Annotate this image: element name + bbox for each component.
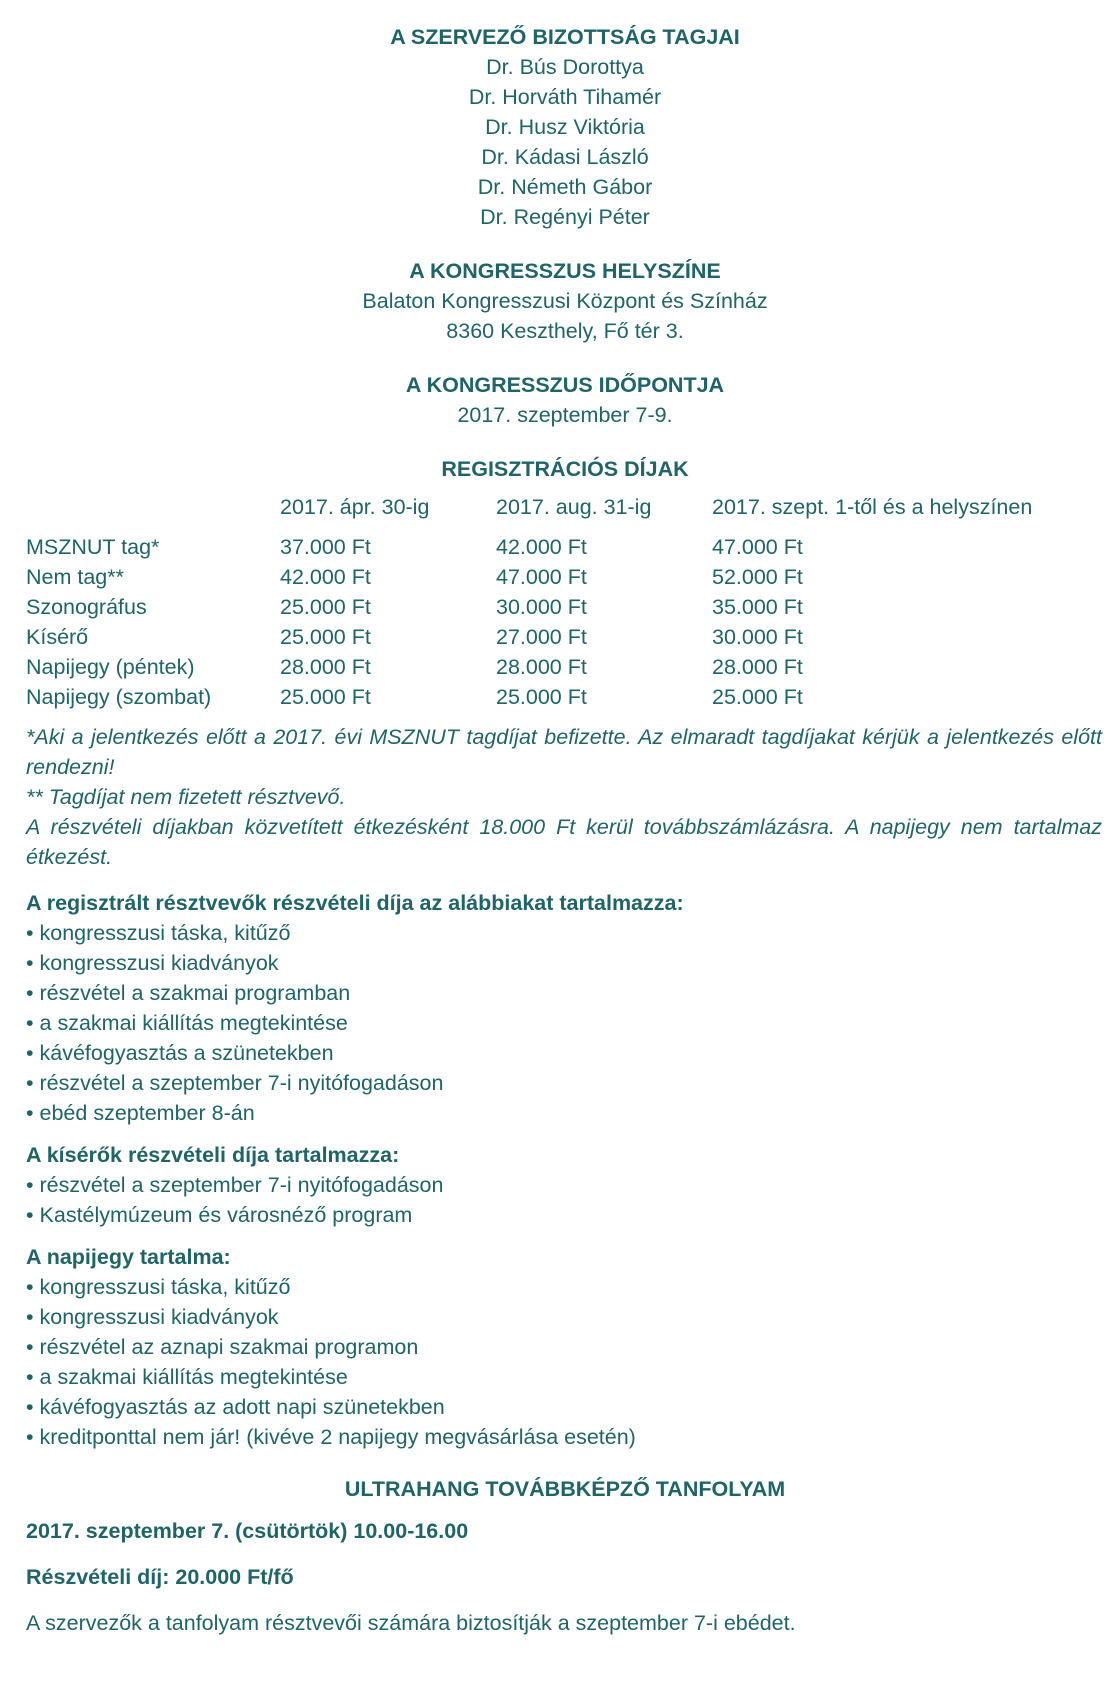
fees-value: 25.000 Ft bbox=[712, 685, 803, 709]
fees-value: 25.000 Ft bbox=[280, 595, 371, 619]
fees-category: Kísérő bbox=[26, 625, 89, 649]
course-date: 2017. szeptember 7. (csütörtök) 10.00-16.00 bbox=[26, 1519, 469, 1543]
venue-name: Balaton Kongresszusi Központ és Színház bbox=[362, 289, 768, 313]
note-meals: A részvételi díjakban közvetített étkezésként 18.000 Ft kerül továbbszámlázásra. A napijegy nem tartalmaz étkezést. bbox=[26, 815, 1102, 869]
course-note: A szervezők a tanfolyam résztvevői számára biztosítják a szeptember 7-i ebédet. bbox=[26, 1611, 796, 1635]
fees-value: 35.000 Ft bbox=[712, 595, 803, 619]
committee-member: Dr. Husz Viktória bbox=[485, 115, 645, 139]
venue-section bbox=[26, 256, 1104, 346]
fees-value: 47.000 Ft bbox=[496, 565, 587, 589]
fees-row bbox=[26, 562, 1086, 592]
date-section bbox=[26, 370, 1104, 430]
list-item: • a szakmai kiállítás megtekintése bbox=[26, 1362, 1104, 1392]
fees-category: Napijegy (szombat) bbox=[26, 685, 212, 709]
list-item: • kreditponttal nem jár! (kivéve 2 napijegy megvásárlása esetén) bbox=[26, 1422, 1104, 1452]
list-item: • kongresszusi táska, kitűző bbox=[26, 1272, 1104, 1302]
fees-title: REGISZTRÁCIÓS DÍJAK bbox=[441, 457, 689, 481]
fees-category: Szonográfus bbox=[26, 595, 147, 619]
fees-value: 28.000 Ft bbox=[712, 655, 803, 679]
list-item: • részvétel az aznapi szakmai programon bbox=[26, 1332, 1104, 1362]
fees-table bbox=[26, 492, 1086, 712]
list-item: • kongresszusi kiadványok bbox=[26, 1302, 1104, 1332]
committee-member: Dr. Bús Dorottya bbox=[486, 55, 644, 79]
committee-member: Dr. Németh Gábor bbox=[477, 175, 653, 199]
list-item: • Kastélymúzeum és városnéző program bbox=[26, 1200, 1104, 1230]
fees-category: Nem tag** bbox=[26, 565, 124, 589]
participants-list bbox=[26, 918, 1104, 1128]
fees-value: 28.000 Ft bbox=[280, 655, 371, 679]
participants-section bbox=[26, 888, 1104, 1128]
list-item: • ebéd szeptember 8-án bbox=[26, 1098, 1104, 1128]
fees-value: 28.000 Ft bbox=[496, 655, 587, 679]
course-fee: Részvételi díj: 20.000 Ft/fő bbox=[26, 1565, 294, 1589]
fees-value: 37.000 Ft bbox=[280, 535, 371, 559]
note-nonmember: ** Tagdíjat nem fizetett résztvevő. bbox=[26, 785, 346, 809]
fees-header-cell: 2017. aug. 31-ig bbox=[496, 495, 652, 519]
course-title: ULTRAHANG TOVÁBBKÉPZŐ TANFOLYAM bbox=[344, 1477, 786, 1501]
committee-member: Dr. Kádasi László bbox=[481, 145, 649, 169]
list-item: • részvétel a szakmai programban bbox=[26, 978, 1104, 1008]
companions-list bbox=[26, 1170, 1104, 1230]
fees-value: 25.000 Ft bbox=[280, 685, 371, 709]
committee-section bbox=[26, 22, 1104, 232]
fees-value: 27.000 Ft bbox=[496, 625, 587, 649]
fees-value: 25.000 Ft bbox=[496, 685, 587, 709]
fees-value: 25.000 Ft bbox=[280, 625, 371, 649]
fees-value: 52.000 Ft bbox=[712, 565, 803, 589]
fees-header-cell: 2017. ápr. 30-ig bbox=[280, 495, 430, 519]
fees-header-cell: 2017. szept. 1-től és a helyszínen bbox=[712, 495, 1033, 519]
list-item: • részvétel a szeptember 7-i nyitófogadáson bbox=[26, 1068, 1104, 1098]
fees-value: 30.000 Ft bbox=[496, 595, 587, 619]
fees-header-cell bbox=[26, 492, 280, 532]
list-item: • kongresszusi táska, kitűző bbox=[26, 918, 1104, 948]
committee-title: A SZERVEZŐ BIZOTTSÁG TAGJAI bbox=[390, 25, 740, 49]
companions-section bbox=[26, 1140, 1104, 1230]
document-page bbox=[26, 22, 1104, 1638]
list-item: • kávéfogyasztás a szünetekben bbox=[26, 1038, 1104, 1068]
dayticket-title: A napijegy tartalma: bbox=[26, 1245, 231, 1269]
dayticket-section bbox=[26, 1242, 1104, 1452]
fees-category: Napijegy (péntek) bbox=[26, 655, 195, 679]
fees-row bbox=[26, 622, 1086, 652]
fees-value: 30.000 Ft bbox=[712, 625, 803, 649]
fees-value: 42.000 Ft bbox=[280, 565, 371, 589]
fees-row bbox=[26, 532, 1086, 562]
fees-category: MSZNUT tag* bbox=[26, 535, 160, 559]
fees-row bbox=[26, 592, 1086, 622]
list-item: • a szakmai kiállítás megtekintése bbox=[26, 1008, 1104, 1038]
participants-title: A regisztrált résztvevők részvételi díja az alábbiakat tartalmazza: bbox=[26, 891, 684, 915]
note-member: *Aki a jelentkezés előtt a 2017. évi MSZNUT tagdíjat befizette. Az elmaradt tagdíjakat kérjük a jelentkezés előtt rendezni! bbox=[26, 725, 1102, 779]
venue-title: A KONGRESSZUS HELYSZÍNE bbox=[409, 259, 721, 283]
fee-notes bbox=[26, 722, 1102, 872]
companions-title: A kísérők részvételi díja tartalmazza: bbox=[26, 1143, 400, 1167]
fees-row bbox=[26, 682, 1086, 712]
list-item: • kongresszusi kiadványok bbox=[26, 948, 1104, 978]
list-item: • részvétel a szeptember 7-i nyitófogadáson bbox=[26, 1170, 1104, 1200]
list-item: • kávéfogyasztás az adott napi szünetekben bbox=[26, 1392, 1104, 1422]
committee-member: Dr. Regényi Péter bbox=[480, 205, 650, 229]
fees-row bbox=[26, 652, 1086, 682]
venue-address: 8360 Keszthely, Fő tér 3. bbox=[446, 319, 684, 343]
fees-value: 47.000 Ft bbox=[712, 535, 803, 559]
date-title: A KONGRESSZUS IDŐPONTJA bbox=[405, 373, 725, 397]
fees-header-row bbox=[26, 492, 1086, 532]
fees-value: 42.000 Ft bbox=[496, 535, 587, 559]
date-value: 2017. szeptember 7-9. bbox=[457, 403, 673, 427]
committee-member: Dr. Horváth Tihamér bbox=[468, 85, 662, 109]
dayticket-list bbox=[26, 1272, 1104, 1452]
